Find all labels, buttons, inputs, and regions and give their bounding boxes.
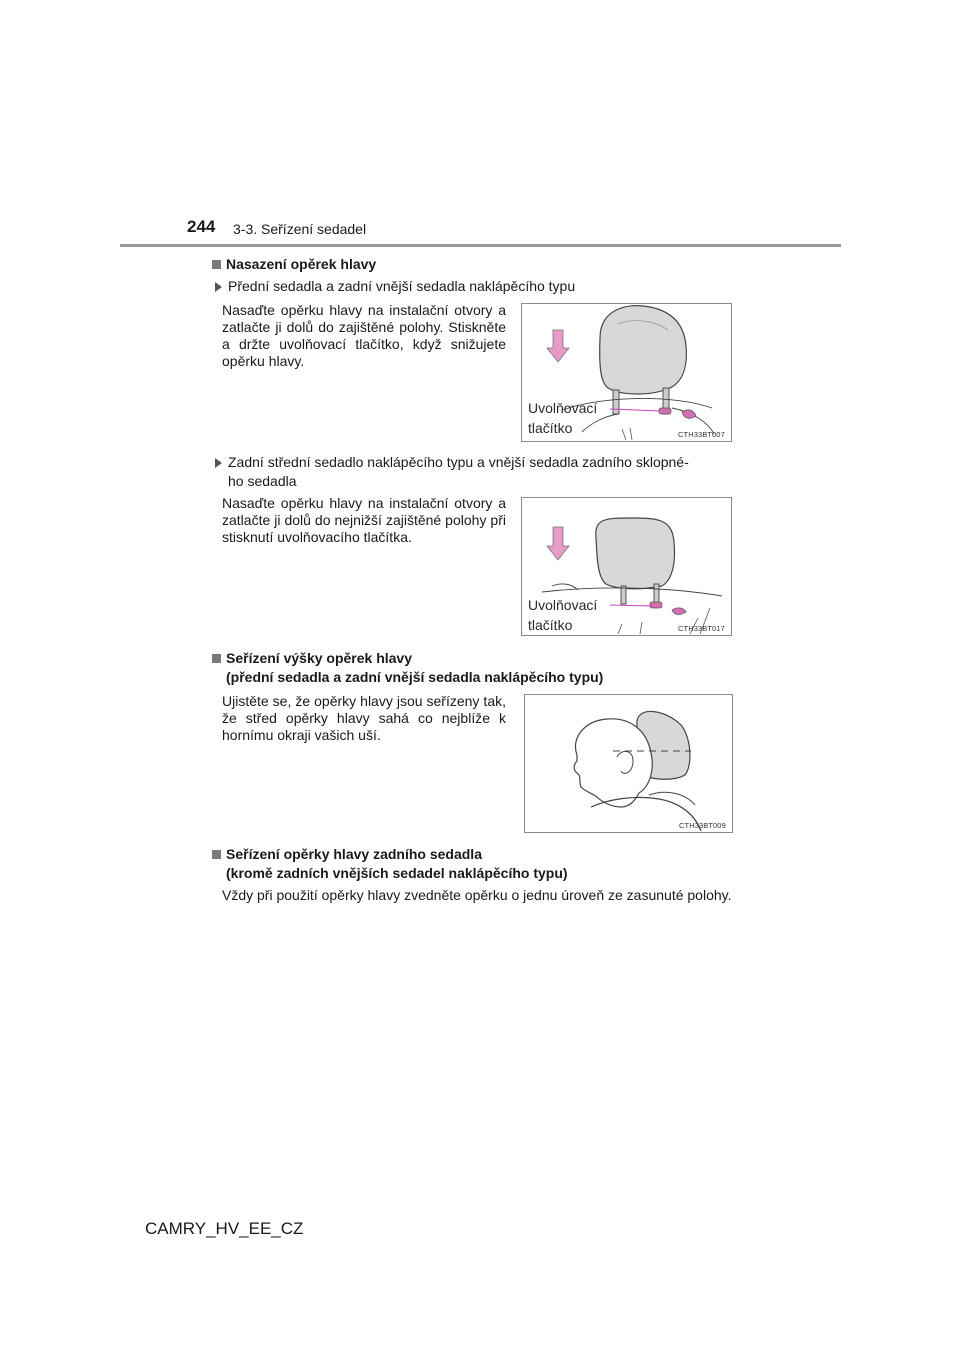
triangle-bullet-icon [215, 458, 222, 468]
figure-headrest-height [524, 694, 733, 833]
instruction-text-3: Ujistěte se, že opěrky hlavy jsou seřízeny tak, že střed opěrky hlavy sahá co nejblíže k hornímu okraji vašich uší. [222, 693, 506, 743]
heading-rear-headrest: Seřízení opěrky hlavy zadního sedadla (kromě zadních vnějších sedadel naklápěcího typu) [212, 845, 568, 883]
heading-nasazeni: Nasazení opěrek hlavy [212, 255, 376, 274]
headrest-shape [596, 518, 675, 589]
figure-code: CTH33BT009 [679, 821, 726, 830]
release-button-label: Uvolňovací tlačítko [528, 597, 598, 633]
bullet-square-icon [212, 850, 221, 859]
headrest-shape [600, 306, 687, 394]
down-arrow-icon [547, 527, 569, 560]
head-profile-illustration [525, 695, 732, 832]
bullet-square-icon [212, 654, 221, 663]
head-shape [574, 719, 652, 807]
release-button-mark [659, 408, 671, 414]
heading-height-adjust: Seřízení výšky opěrek hlavy (přední sedadla a zadní vnější sedadla naklápěcího typu) [212, 649, 603, 687]
release-button-mark [650, 602, 662, 608]
instruction-text-1: Nasaďte opěrku hlavy na instalační otvory a zatlačte ji dolů do zajištěné polohy. Stiskněte a držte uvolňovací tlačítko, když snižujete opěrku hlavy. [222, 302, 506, 369]
section-title: 3-3. Seřízení sedadel [233, 221, 367, 237]
instruction-text-4: Vždy při použití opěrky hlavy zvedněte opěrku o jednu úroveň ze zasunuté polohy. [222, 887, 732, 903]
figure-code: CTH33BT007 [678, 430, 725, 439]
instruction-text-2: Nasaďte opěrku hlavy na instalační otvory a zatlačte ji dolů do nejnižší zajištěné polohy při stisknutí uvolňovacího tlačítka. [222, 495, 506, 545]
release-button-label: Uvolňovací tlačítko [528, 400, 598, 436]
bullet-square-icon [212, 260, 221, 269]
header-divider [120, 244, 841, 247]
triangle-bullet-icon [215, 282, 222, 292]
figure-headrest-front [521, 303, 732, 442]
subsection-rear-seats: Zadní střední sedadlo naklápěcího typu a vnější sedadla zadního sklopné- ho sedadla [215, 453, 745, 491]
down-arrow-icon [547, 330, 569, 362]
figure-code: CTH33BT017 [678, 624, 725, 633]
page-number: 244 [187, 217, 216, 236]
subsection-front-seats: Přední sedadla a zadní vnější sedadla naklápěcího typu [215, 277, 575, 296]
figure-headrest-rear [521, 497, 732, 636]
footer-model-code: CAMRY_HV_EE_CZ [145, 1219, 304, 1238]
